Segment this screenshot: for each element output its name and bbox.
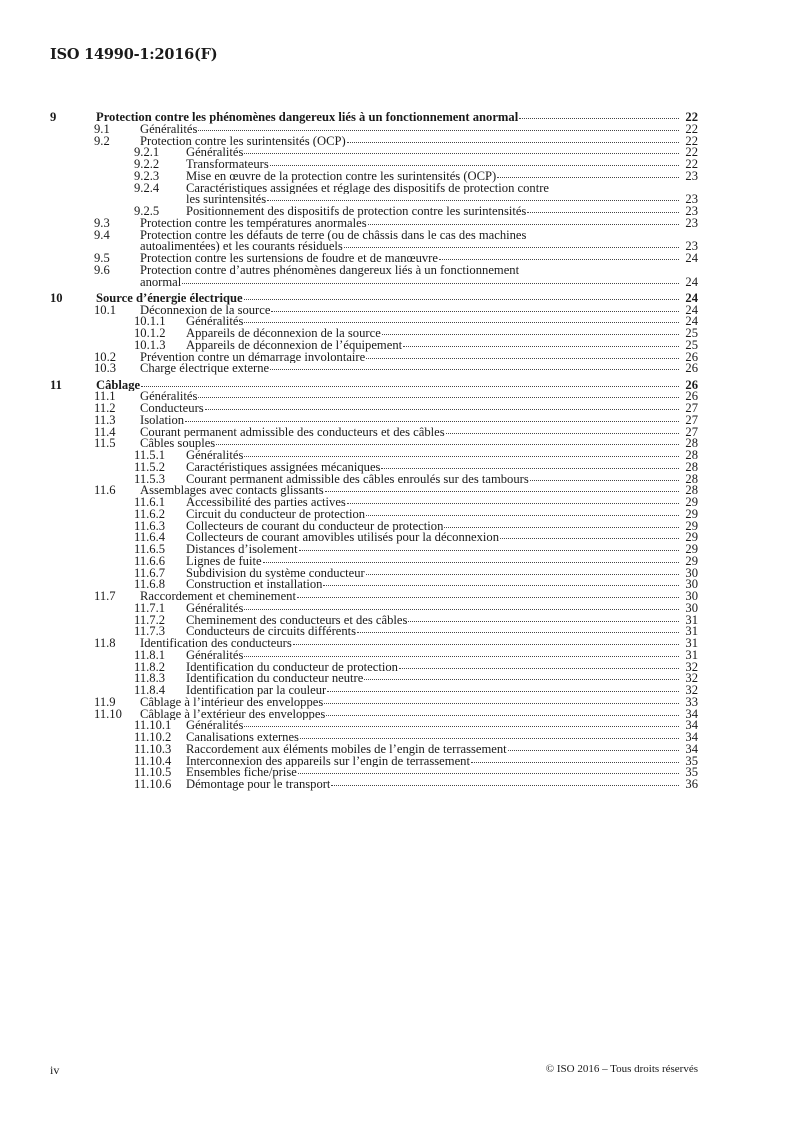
toc-entry-title: Cheminement des conducteurs et des câbles — [186, 614, 408, 627]
toc-entry-page: 23 — [685, 192, 698, 207]
toc-entry-page: 35 — [685, 765, 698, 780]
toc-entry-number: 9.2.2 — [134, 157, 160, 171]
toc-entry-title: Collecteurs de courant amovibles utilisés pour la déconnexion — [186, 532, 500, 544]
toc-entry-title: Caractéristiques assignées mécaniques — [186, 461, 381, 474]
toc-entry-page: 28 — [685, 483, 698, 498]
toc-entry-title: Appareils de déconnexion de l’équipement — [186, 339, 403, 352]
toc-entry-number: 11.5.2 — [134, 459, 166, 474]
toc-entry-title: Généralités — [186, 649, 244, 662]
toc-entry-page: 23 — [685, 215, 698, 230]
toc-dot-leader — [244, 321, 679, 323]
toc-dot-leader — [271, 310, 679, 312]
toc-entry-title: Raccordement aux éléments mobiles de l’engin de terrassement — [186, 743, 507, 756]
toc-entry-title: Isolation — [140, 414, 185, 427]
toc-dot-leader — [270, 368, 679, 370]
toc-entry-number: 11.7.1 — [134, 600, 166, 615]
toc-entry-number: 11.6.1 — [134, 495, 166, 509]
toc-entry-number: 9 — [50, 110, 57, 124]
toc-entry-page: 26 — [685, 389, 698, 404]
toc-entry-page: 22 — [685, 157, 698, 171]
toc-entry[interactable] — [50, 412, 698, 427]
page-footer — [50, 1063, 698, 1077]
toc-entry-title: Conducteurs de circuits différents — [186, 626, 357, 638]
toc-entry-page: 29 — [685, 530, 698, 545]
toc-entry-title: les surintensités — [186, 194, 267, 206]
toc-dot-leader — [530, 479, 679, 481]
toc-entry-page: 31 — [685, 612, 698, 627]
toc-entry-number: 9.2 — [94, 133, 110, 148]
toc-entry-number: 10.1 — [94, 302, 117, 317]
toc-entry-title: Caractéristiques assignées et réglage des dispositifs de protection contre — [186, 182, 550, 195]
toc-entry-title: Subdivision du système conducteur — [186, 567, 365, 580]
toc-entry-page: 31 — [685, 636, 698, 650]
toc-dot-leader — [244, 455, 679, 457]
toc-dot-leader — [446, 432, 679, 434]
toc-entry-number: 11.10.5 — [134, 765, 172, 780]
toc-entry-number: 9.2.4 — [134, 180, 160, 195]
toc-entry-page: 30 — [685, 565, 698, 580]
toc-dot-leader — [364, 678, 679, 680]
toc-entry-number: 10.1.3 — [134, 337, 166, 352]
toc-entry[interactable] — [50, 424, 698, 439]
toc-entry-number: 11.10 — [94, 706, 122, 721]
toc-entry-title: Généralités — [140, 123, 198, 136]
toc-entry-page: 26 — [685, 377, 698, 392]
toc-dot-leader — [366, 514, 679, 516]
toc-entry-number: 11.8.4 — [134, 683, 166, 697]
toc-dot-leader — [471, 761, 679, 763]
toc-entry-title: Déconnexion de la source — [140, 304, 271, 317]
toc-dot-leader — [366, 573, 679, 575]
toc-entry-title: Conducteurs — [140, 403, 204, 415]
toc-entry[interactable] — [50, 241, 698, 253]
toc-entry-title: Identification du conducteur de protection — [186, 661, 398, 674]
toc-entry[interactable] — [50, 471, 698, 486]
toc-entry-title: Charge électrique externe — [140, 363, 270, 375]
toc-dot-leader — [244, 152, 679, 154]
toc-dot-leader — [368, 223, 679, 225]
toc-dot-leader — [198, 129, 679, 131]
toc-entry-number: 11.5.1 — [134, 448, 166, 462]
toc-entry-page: 27 — [685, 424, 698, 439]
toc-entry-title: Prévention contre un démarrage involontaire — [140, 351, 366, 364]
toc-dot-leader — [205, 408, 679, 410]
toc-entry-number: 11.8.2 — [134, 659, 166, 674]
toc-entry-page: 30 — [685, 600, 698, 615]
toc-entry-title: Canalisations externes — [186, 732, 299, 744]
toc-entry-page: 29 — [685, 553, 698, 568]
toc-entry-page: 22 — [685, 145, 698, 160]
toc-entry-title: Protection contre les phénomènes dangereux liés à un fonctionnement anormal — [96, 112, 519, 124]
toc-dot-leader — [263, 561, 679, 563]
toc-entry[interactable] — [50, 274, 698, 289]
toc-entry-page: 23 — [685, 239, 698, 254]
toc-entry-number: 11.2 — [94, 401, 116, 415]
toc-entry-title: Protection contre les températures anormales — [140, 217, 367, 230]
toc-entry-number: 11.6.6 — [134, 553, 166, 568]
toc-dot-leader — [408, 620, 679, 622]
toc-entry[interactable] — [50, 180, 698, 195]
toc-entry-title: Protection contre d’autres phénomènes dangereux liés à un fonctionnement — [140, 264, 520, 277]
toc-entry-title: autoalimentées) et les courants résiduels — [140, 241, 343, 253]
toc-dot-leader — [185, 420, 679, 422]
toc-entry-page: 25 — [685, 326, 698, 340]
toc-dot-leader — [527, 211, 679, 213]
toc-entry-number: 11.6.2 — [134, 506, 166, 521]
toc-entry[interactable] — [50, 779, 698, 791]
toc-entry-page: 32 — [685, 659, 698, 674]
toc-entry-title: Ensembles fiche/prise — [186, 767, 297, 779]
toc-entry-title: Source d’énergie électrique — [96, 292, 243, 305]
toc-entry-title: Raccordement et cheminement — [140, 591, 296, 603]
toc-entry-number: 9.3 — [94, 215, 110, 230]
toc-dot-leader — [497, 176, 679, 178]
toc-entry-title: Appareils de déconnexion de la source — [186, 328, 381, 340]
toc-dot-leader — [267, 199, 679, 201]
toc-entry-title: Câbles souples — [140, 438, 216, 450]
toc-dot-leader — [399, 667, 679, 669]
toc-entry-title: Généralités — [186, 147, 244, 159]
toc-entry[interactable] — [50, 694, 698, 709]
toc-entry-title: Identification des conducteurs — [140, 638, 292, 650]
toc-dot-leader — [299, 549, 679, 551]
toc-entry-page: 29 — [685, 506, 698, 521]
toc-entry-page: 34 — [685, 730, 698, 744]
toc-dot-leader — [198, 396, 679, 398]
toc-entry-title: Transformateurs — [186, 159, 269, 171]
toc-entry-page: 28 — [685, 459, 698, 474]
toc-entry-title: Généralités — [186, 316, 244, 328]
toc-entry-number: 10.3 — [94, 361, 117, 376]
toc-entry-page: 24 — [685, 251, 698, 265]
toc-entry-page: 26 — [685, 349, 698, 364]
toc-entry-title: Circuit du conducteur de protection — [186, 508, 366, 521]
toc-dot-leader — [324, 702, 679, 704]
toc-entry-title: Câblage à l’extérieur des enveloppes — [140, 708, 326, 721]
toc-entry-number: 11.6.7 — [134, 565, 166, 580]
toc-entry[interactable] — [50, 253, 698, 265]
toc-entry-title: Câblage à l’intérieur des enveloppes — [140, 696, 324, 709]
toc-entry-number: 11.6.3 — [134, 518, 166, 533]
toc-entry-number: 9.2.3 — [134, 168, 160, 183]
toc-entry-page: 27 — [685, 412, 698, 427]
copyright-notice: © ISO 2016 – Tous droits réservés — [545, 1063, 698, 1075]
toc-entry-page: 25 — [685, 337, 698, 352]
toc-dot-leader — [244, 298, 679, 300]
toc-entry-number: 11.10.6 — [134, 777, 172, 791]
toc-entry[interactable] — [50, 121, 698, 136]
toc-entry-number: 9.5 — [94, 251, 110, 265]
toc-entry-number: 10.1.1 — [134, 314, 166, 329]
toc-entry-page: 30 — [685, 589, 698, 603]
toc-dot-leader — [326, 714, 679, 716]
toc-dot-leader — [216, 443, 679, 445]
toc-entry-number: 11.7.3 — [134, 624, 166, 639]
toc-entry-page: 32 — [685, 683, 698, 697]
toc-dot-leader — [244, 655, 679, 657]
toc-entry-number: 11.5.3 — [134, 471, 166, 486]
toc-entry-number: 11.6.5 — [134, 542, 166, 556]
toc-entry-number: 11.9 — [94, 694, 116, 709]
toc-entry-page: 24 — [685, 274, 698, 289]
toc-dot-leader — [500, 537, 679, 539]
toc-entry-title: Protection contre les surtensions de foudre et de manœuvre — [140, 253, 438, 265]
toc-entry-title: Distances d’isolement — [186, 544, 298, 556]
toc-dot-leader — [297, 596, 679, 598]
toc-dot-leader — [244, 608, 679, 610]
toc-entry-page: 31 — [685, 624, 698, 639]
toc-entry-number: 9.2.5 — [134, 204, 160, 218]
toc-entry-number: 11.6 — [94, 483, 116, 498]
toc-entry-page: 29 — [685, 495, 698, 509]
table-of-contents — [50, 112, 698, 791]
toc-entry-page: 34 — [685, 706, 698, 721]
toc-dot-leader — [444, 526, 679, 528]
toc-dot-leader — [244, 725, 679, 727]
toc-dot-leader — [366, 357, 679, 359]
toc-entry-page: 30 — [685, 577, 698, 592]
toc-entry[interactable] — [50, 685, 698, 697]
toc-dot-leader — [325, 490, 679, 492]
toc-entry-page: 35 — [685, 753, 698, 768]
toc-entry-title: Accessibilité des parties actives — [186, 497, 346, 509]
toc-entry-number: 9.4 — [94, 227, 110, 242]
toc-entry-number: 11.7.2 — [134, 612, 166, 627]
toc-entry-number: 11.4 — [94, 424, 116, 439]
toc-entry-number: 9.2.1 — [134, 145, 160, 160]
toc-entry[interactable] — [50, 215, 698, 230]
toc-dot-leader — [439, 258, 679, 260]
toc-entry-title: Lignes de fuite — [186, 555, 262, 568]
toc-entry-page: 24 — [685, 290, 698, 305]
toc-dot-leader — [381, 467, 679, 469]
toc-entry-number: 11.10.4 — [134, 753, 172, 768]
toc-dot-leader — [300, 737, 679, 739]
toc-entry-title: Généralités — [186, 720, 244, 732]
toc-dot-leader — [357, 631, 679, 633]
toc-dot-leader — [344, 246, 679, 248]
toc-entry-page: 24 — [685, 302, 698, 317]
toc-entry-page: 28 — [685, 471, 698, 486]
toc-entry-number: 11.3 — [94, 412, 116, 427]
toc-entry-title: Courant permanent admissible des conducteurs et des câbles — [140, 426, 445, 439]
toc-entry-page: 22 — [685, 110, 698, 124]
toc-dot-leader — [327, 690, 679, 692]
toc-entry-page: 33 — [685, 694, 698, 709]
toc-dot-leader — [508, 749, 679, 751]
toc-entry-page: 31 — [685, 647, 698, 662]
toc-entry-page: 36 — [685, 777, 698, 791]
toc-entry-page: 28 — [685, 448, 698, 462]
toc-entry-number: 9.1 — [94, 121, 110, 136]
toc-entry-page: 27 — [685, 401, 698, 415]
toc-entry-number: 10 — [50, 290, 63, 305]
toc-entry-number: 11.6.4 — [134, 530, 166, 545]
toc-entry-number: 11.10.3 — [134, 741, 172, 756]
toc-dot-leader — [141, 385, 679, 387]
toc-entry-title: Positionnement des dispositifs de protection contre les surintensités — [186, 206, 527, 218]
toc-entry-title: Interconnexion des appareils sur l’engin de terrassement — [186, 755, 470, 768]
toc-entry-number: 11.7 — [94, 589, 116, 603]
toc-entry-number: 11.8.1 — [134, 647, 166, 662]
toc-entry-page: 22 — [685, 121, 698, 136]
toc-entry-title: Généralités — [186, 602, 244, 615]
toc-entry[interactable] — [50, 349, 698, 364]
toc-entry-page: 22 — [685, 133, 698, 148]
toc-dot-leader — [298, 772, 679, 774]
toc-entry[interactable] — [50, 377, 698, 392]
toc-entry-title: Généralités — [186, 450, 244, 462]
toc-dot-leader — [331, 784, 679, 786]
toc-entry[interactable] — [50, 403, 698, 415]
toc-entry-page: 26 — [685, 361, 698, 376]
toc-entry-number: 9.6 — [94, 262, 110, 277]
toc-entry-number: 11.8.3 — [134, 671, 166, 686]
toc-dot-leader — [323, 584, 679, 586]
toc-dot-leader — [182, 282, 679, 284]
toc-entry[interactable] — [50, 391, 698, 403]
toc-entry-title: Identification par la couleur — [186, 685, 327, 697]
toc-entry-title: Démontage pour le transport — [186, 779, 331, 791]
toc-entry-number: 11.8 — [94, 636, 116, 650]
toc-entry[interactable] — [50, 206, 698, 218]
toc-entry-title: Collecteurs de courant du conducteur de protection — [186, 520, 444, 533]
toc-entry-page: 23 — [685, 204, 698, 218]
toc-entry-number: 10.2 — [94, 349, 117, 364]
toc-dot-leader — [347, 141, 679, 143]
toc-entry[interactable] — [50, 112, 698, 124]
toc-entry-page: 29 — [685, 518, 698, 533]
toc-entry-number: 11.5 — [94, 436, 116, 451]
page-number: iv — [50, 1063, 60, 1077]
toc-entry[interactable] — [50, 290, 698, 305]
toc-entry-number: 11.1 — [94, 389, 116, 404]
toc-entry-number: 11.10.2 — [134, 730, 172, 744]
toc-entry[interactable] — [50, 337, 698, 352]
toc-entry-title: Mise en œuvre de la protection contre les surintensités (OCP) — [186, 170, 497, 183]
toc-entry-title: Construction et installation — [186, 579, 323, 591]
toc-entry-number: 10.1.2 — [134, 326, 166, 340]
toc-entry-number: 11.10.1 — [134, 718, 172, 733]
toc-dot-leader — [293, 643, 679, 645]
toc-entry-title: Identification du conducteur neutre — [186, 673, 364, 685]
toc-dot-leader — [519, 117, 679, 119]
toc-entry[interactable] — [50, 626, 698, 638]
toc-entry[interactable] — [50, 363, 698, 375]
toc-entry-title: Généralités — [140, 391, 198, 403]
toc-entry-page: 23 — [685, 168, 698, 183]
document-id-header: ISO 14990-1:2016(F) — [50, 46, 218, 63]
toc-entry-number: 11 — [50, 377, 62, 392]
toc-entry-title: Protection contre les surintensités (OCP) — [140, 135, 346, 148]
toc-entry[interactable] — [50, 227, 698, 242]
toc-entry-page: 29 — [685, 542, 698, 556]
toc-entry-page: 24 — [685, 314, 698, 329]
toc-entry[interactable] — [50, 579, 698, 591]
toc-entry-title: Câblage — [96, 379, 141, 392]
toc-entry-title: Courant permanent admissible des câbles enroulés sur des tambours — [186, 473, 529, 486]
toc-entry-page: 34 — [685, 741, 698, 756]
toc-dot-leader — [382, 333, 679, 335]
toc-dot-leader — [270, 164, 679, 166]
toc-dot-leader — [347, 502, 679, 504]
toc-entry-number: 11.6.8 — [134, 577, 166, 592]
toc-entry-page: 28 — [685, 436, 698, 451]
toc-entry-title: anormal — [140, 276, 182, 289]
toc-entry-page: 32 — [685, 671, 698, 686]
toc-entry[interactable] — [50, 262, 698, 277]
toc-entry-title: Assemblages avec contacts glissants — [140, 485, 324, 497]
toc-dot-leader — [403, 345, 679, 347]
toc-entry-title: Protection contre les défauts de terre (ou de châssis dans le cas des machines — [140, 229, 527, 242]
toc-entry-page: 34 — [685, 718, 698, 733]
